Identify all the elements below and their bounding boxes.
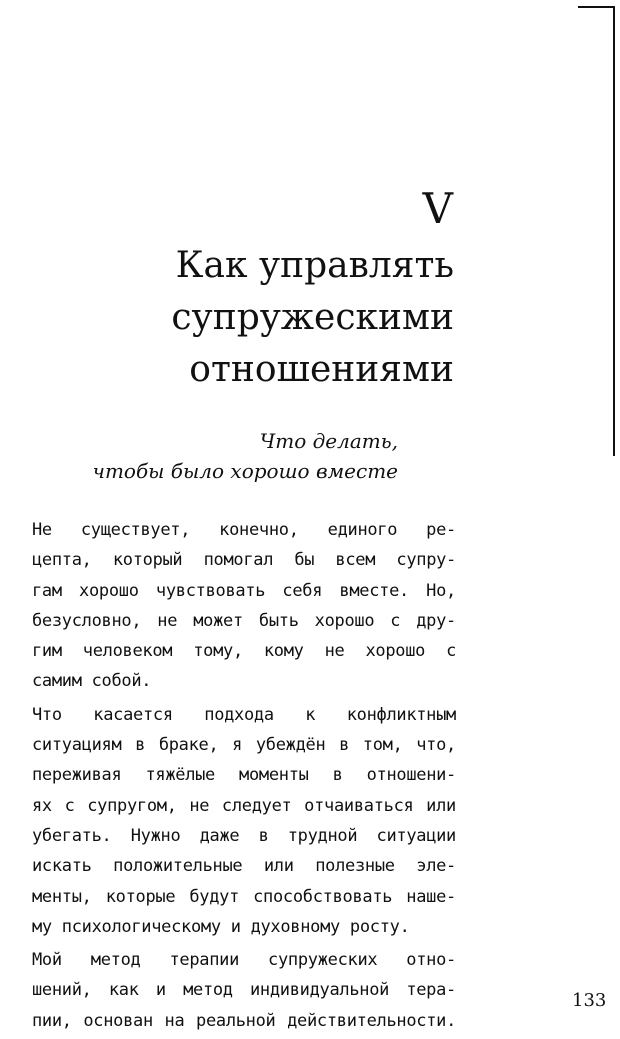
paragraph-2 (32, 700, 456, 942)
page-edge-rule-horizontal (578, 6, 614, 8)
text-line: шений, как и метод индивидуальной тера- (32, 980, 456, 1001)
text-line: му психологическому и духовному росту. (32, 916, 410, 937)
text-line: искать положительные или полезные эле- (32, 856, 456, 877)
text-line: убегать. Нужно даже в трудной ситуации (32, 825, 456, 846)
chapter-subtitle: Что делать, чтобы было хорошо вместе (92, 429, 398, 483)
text-line: ситуациям в браке, я убеждён в том, что, (32, 735, 456, 756)
text-line: самим собой. (32, 671, 152, 692)
text-line: безусловно, не может быть хорошо с дру- (32, 610, 456, 631)
text-line: цепта, который помогал бы всем супру- (32, 550, 456, 571)
text-line: переживая тяжёлые моменты в отношени- (32, 765, 456, 786)
chapter-title: Как управлять супружескими отношениями (171, 245, 454, 390)
text-line: менты, которые будут способствовать наше- (32, 886, 456, 907)
text-line: гим человеком тому, кому не хорошо с (32, 641, 456, 662)
text-line: Не существует, конечно, единого ре- (32, 520, 456, 540)
page-number: 133 (572, 990, 607, 1011)
chapter-heading (171, 180, 454, 396)
chapter-number: V (422, 184, 454, 233)
text-line: ях с супругом, не следует отчаиваться или (32, 795, 456, 816)
page-edge-rule-vertical (613, 6, 615, 456)
paragraph-3 (32, 945, 456, 1036)
body-text (32, 515, 456, 1039)
text-line: Мой метод терапии супружеских отно- (32, 950, 456, 971)
text-line: пии, основан на реальной действительности. (32, 1010, 456, 1031)
text-line: гам хорошо чувствовать себя вместе. Но, (32, 580, 456, 601)
paragraph-1 (32, 515, 456, 697)
text-line: Что касается подхода к конфликтным (32, 704, 456, 725)
